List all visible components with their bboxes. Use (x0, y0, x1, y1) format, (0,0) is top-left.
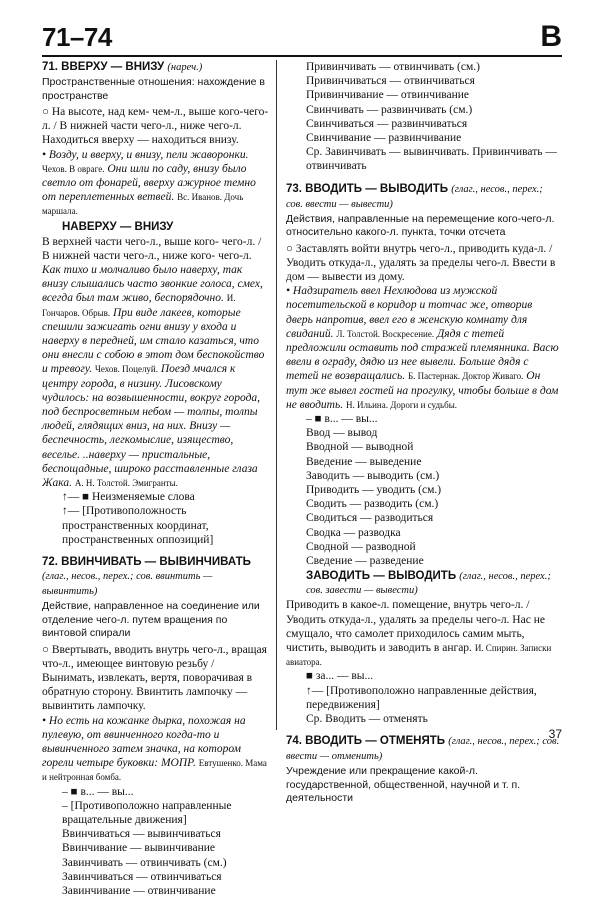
entry-72-note-1: – ■ в... — вы... (62, 785, 134, 798)
entry-72-word-3: Завинчивать — отвинчивать (см.) (62, 856, 227, 869)
entry-72-word-5: Завинчивание — отвинчивание (62, 885, 216, 898)
entry-74-title: 74. ВВОДИТЬ — ОТМЕНЯТЬ (глаг., несов., перех.; сов. ввести — отменить) (286, 735, 560, 763)
entry-71-example-2: Они шли по саду, внизу было светло от фонарей, вверху ажурное темно от переплетенных ветвей. (42, 162, 256, 204)
entry-71-meaning: ○ На высоте, над кем- чем-л., выше кого-чего-л. / В нижней части чего-л., ниже чего-л. Находиться вверху — находиться внизу. (42, 106, 269, 147)
entry-74-gram: (глаг., несов., перех.; сов. ввести — отменить) (286, 736, 560, 763)
subentry-73-note-2: ↑— [Противоположно направленные действия, передвижения] (306, 684, 537, 711)
entry-73-word-3: Введение — выведение (306, 455, 422, 468)
word-pair-4: Свинчивать — развинчивать (см.) (306, 103, 473, 116)
entry-71-source-2: Вс. Иванов. Дочь маршала. (42, 192, 244, 217)
entry-73-example-2: Дядя с тетей предложили оставить под стражей племянника. Васю ввели в ограду, дядю из нее вывели. Больше дядя с тетей не возвращались. (286, 327, 559, 383)
entry-72-note-2: – [Противоположно направленные вращательные движения] (62, 799, 232, 827)
entry-72-gram: (глаг., несов., перех.; сов. ввинтить — вывинтить) (42, 571, 213, 598)
entry-73-word-6: Сводить — разводить (см.) (306, 498, 439, 511)
subentry-note-2: ↑— [Противоположность пространственных координат, пространственных оппозиций] (62, 505, 214, 546)
subentry-73-title: ЗАВОДИТЬ — ВЫВОДИТЬ (глаг., несов., перех.; сов. завести — вывести) (306, 570, 551, 597)
entry-73-word-7: Сводиться — разводиться (306, 512, 434, 525)
word-pair-1: Привинчивать — отвинчивать (см.) (306, 61, 480, 73)
entry-71-gram: (нареч.) (167, 62, 203, 73)
page-number: 37 (548, 727, 562, 741)
entry-73-source-2: Б. Пастернак. Доктор Живаго. (407, 371, 524, 382)
entry-73-word-4: Заводить — выводить (см.) (306, 469, 440, 482)
entry-73-source-3: Н. Ильина. Дороги и судьбы. (345, 399, 458, 410)
header-rule (42, 55, 562, 57)
page-header (42, 22, 562, 54)
entry-71-title: 71. ВВЕРХУ — ВНИЗУ (нареч.) (42, 61, 203, 73)
subentry-source-2: Чехов. Поцелуй. (95, 364, 158, 375)
subentry-example-3: Поезд мчался к центру города, в низину. Лисовскому чудилось: на возвышенности, вокруг города, под беспросветным небом — толпы, толпы людей, глядящих вниз, на них. (42, 363, 261, 433)
entry-72-title: 72. ВВИНЧИВАТЬ — ВЫВИНЧИВАТЬ (глаг., несов., перех.; сов. ввинтить — вывинтить) (42, 556, 251, 598)
subentry-example-4: Внизу — беспечность, легкомыслие, изящество, веселье. ..наверху — пристальные, беспощадные, широко расставленные глаза Жака. (42, 420, 258, 490)
entry-73-word-10: Сведение — разведение (306, 555, 424, 568)
word-pair-5: Свинчиваться — развинчиваться (306, 117, 468, 130)
entry-73-note: – ■ в... — вы... (306, 413, 378, 426)
entry-73-word-8: Сводка — разводка (306, 526, 401, 539)
subentry-73-meaning: Приводить в какое-л. помещение, внутрь чего-л. / Уводить откуда-л., удалять за пределы чего-л. Нас не смущало, что самолет приходилось самим мыть, чистить, выводить и заводить в ангар. И. Спирин. Записки авиатора. (286, 599, 552, 668)
subentry-source-1: И. Гончаров. Обрыв. (42, 293, 236, 318)
subentry-examples: Как тихо и молчаливо было наверху, так внизу слышались часто звонкие голоса, смех, всегда был там живо, беспорядочно. И. Гончаров. Обрыв. При виде лакеев, которые спешили зажигать огни внизу у входа и наверху в передней, им стало казаться, что они внесли с собою в этот дом беспокойство и тревогу. Чехов. Поцелуй. Поезд мчался к центру города, в низину. Лисовскому чудилось: на возвышенности, вокруг города, под беспросветным небом — толпы, толпы людей, глядящих вниз, на них. Внизу — беспечность, легкомыслие, изящество, веселье. ..наверху — пристальные, беспощадные, широко расставленные глаза Жака. А. Н. Толстой. Эмигранты. (42, 264, 265, 490)
entry-73-word-1: Ввод — вывод (306, 427, 378, 440)
subentry-note-1: ↑— ■ Неизменяемые слова (62, 491, 195, 504)
entry-71-source-1: Чехов. В овраге. (42, 163, 105, 174)
entry-72-word-2: Ввинчивание — вывинчивание (62, 842, 216, 855)
entry-73-gram: (глаг., несов., перех.; сов. ввести — вывести) (286, 183, 543, 210)
entry-74-definition: Учреждение или прекращение какой-л. государственной, общественной, научной и т. п. деятельности (286, 765, 521, 805)
entry-73-title: 73. ВВОДИТЬ — ВЫВОДИТЬ (глаг., несов., перех.; сов. ввести — вывести) (286, 182, 543, 210)
entry-72-word-1: Ввинчиваться — вывинчиваться (62, 828, 221, 841)
entry-72-meaning: ○ Ввертывать, вводить внутрь чего-л., вращая что-л., имеющее винтовую резьбу / Вынимать, извлекать, вертя, поворачивая в обратную сторону. Ввинтить лампочку — вывинтить лампочку. (42, 643, 267, 713)
word-pair-3: Привинчивание — отвинчивание (306, 89, 470, 102)
subentry-73-cross-reference: Ср. Вводить — отменять (306, 712, 428, 725)
entry-72-definition: Действие, направленное на соединение или отделение чего-л. путем вращения по винтовой спирали (42, 600, 260, 640)
entry-range: 71–74 (42, 22, 112, 52)
subentry-definition: В верхней части чего-л., выше кого- чего-л. / В нижней части чего-л., ниже кого- чего-л. (42, 235, 262, 262)
entry-73-word-2: Вводной — выводной (306, 441, 414, 454)
word-pair-2: Привинчиваться — отвинчиваться (306, 75, 475, 88)
entry-72-word-4: Завинчиваться — отвинчиваться (62, 870, 222, 883)
section-letter: В (540, 20, 562, 53)
subentry-73-note-1: ■ за... — вы... (306, 670, 374, 683)
entry-73-source-1: Л. Толстой. Воскресение. (336, 328, 435, 339)
entry-72-example: • Но есть на кожанке дырка, похожая на пулевую, от ввинченного когда-то и вывинченного затем значка, на котором горели четыре буковки: МОПР. Евтушенко. Мама и нейтронная бомба. (42, 714, 267, 783)
entry-73-word-9: Сводной — разводной (306, 540, 416, 553)
subentry-73-source: И. Спирин. Записки авиатора. (286, 642, 552, 668)
entry-72-source: Евтушенко. Мама и нейтронная бомба. (42, 758, 267, 783)
entry-71-example-1: • Возду, и вверху, и внизу, пели жаворонки. Чехов. В овраге. Они шли по саду, внизу было светло от фонарей, вверху ажурное темно от переплетенных ветвей. Вс. Иванов. Дочь маршала. (42, 148, 256, 217)
entry-71-definition: Пространственные отношения: нахождение в пространстве (42, 76, 266, 102)
subentry-73-gram: (глаг., несов., перех.; сов. завести — вывести) (306, 571, 551, 597)
entry-73-examples: • Надзиратель ввел Нехлюдова из мужской посетительской в коридор и тотчас же, отворив дверь напротив, ввел его в женскую комнату для свиданий. Л. Толстой. Воскресение. Дядя с тетей предложили оставить под стражей племянника. Васю ввели в ограду, дядю из нее вывели. Больше дядя с тетей не возвращались. Б. Пастернак. Доктор Живаго. Он тут же вывел гостей на прогулку, чтобы больше в дом не вводить. Н. Ильина. Дороги и судьбы. (286, 285, 559, 411)
entry-73-example-3: Он тут же вывел гостей на прогулку, чтобы больше в дом не вводить. (286, 370, 559, 411)
entry-73-meaning: ○ Заставлять войти внутрь чего-л., приводить куда-л. / Уводить откуда-л., удалять за пределы чего-л. Ввести в дом — вывести из дому. (286, 242, 556, 284)
subentry-source-3: А. Н. Толстой. Эмигранты. (74, 478, 178, 489)
subentry-example-2: При виде лакеев, которые спешили зажигать огни внизу у входа и наверху в передней, им стало казаться, что они внесли с собою в этот дом беспокойство и тревогу. (42, 306, 265, 376)
entry-73-definition: Действия, направленные на перемещение кого-чего-л. относительно какого-л. пункта, точки отсчета (286, 212, 555, 239)
left-column (42, 60, 270, 898)
entry-73-word-5: Приводить — уводить (см.) (306, 484, 442, 497)
subentry-title: НАВЕРХУ — ВНИЗУ (62, 220, 174, 233)
column-divider (276, 60, 277, 730)
cross-reference: Ср. Завинчивать — вывинчивать. Привинчивать — отвинчивать (306, 146, 557, 173)
word-pair-6: Свинчивание — развинчивание (306, 132, 462, 145)
